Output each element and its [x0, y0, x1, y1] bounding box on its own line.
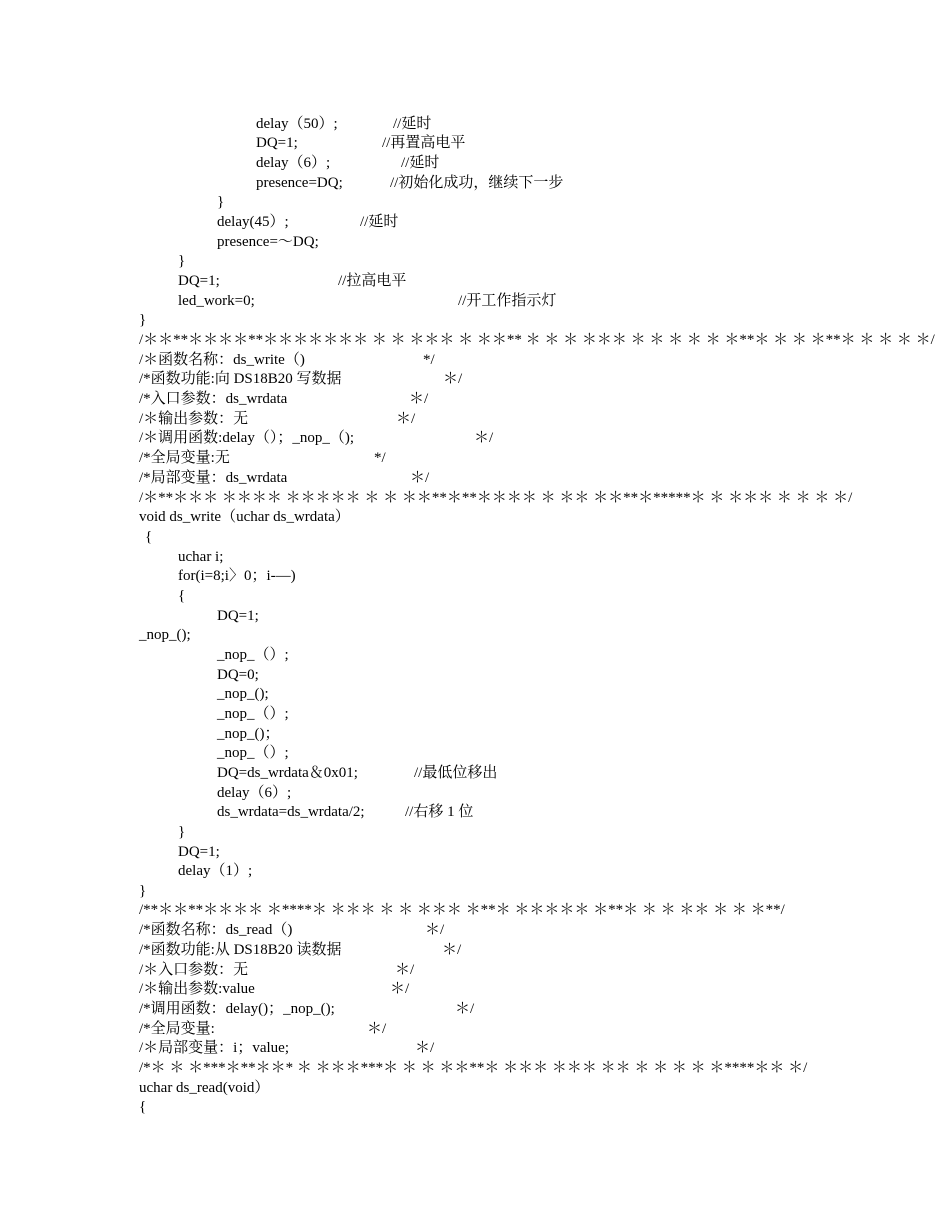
- code-text: }: [217, 194, 225, 210]
- code-line: [0, 429, 950, 447]
- code-text: DQ=ds_wrdata＆0x01;: [217, 765, 358, 781]
- code-text: DQ=1;: [178, 844, 220, 860]
- code-line: [0, 1020, 950, 1038]
- code-text: uchar ds_read(void）: [139, 1080, 270, 1096]
- code-comment: */: [374, 450, 386, 466]
- code-text: /＊入口参数：无: [139, 962, 249, 978]
- code-text: /*函数功能:从 DS18B20 读数据: [139, 942, 342, 958]
- code-line: [0, 587, 950, 605]
- code-line: [0, 843, 950, 861]
- code-text: /*调用函数：delay()；_nop_();: [139, 1001, 335, 1017]
- code-comment: ＊/: [442, 942, 462, 958]
- code-text: /＊＊**＊＊＊＊**＊＊＊＊＊＊＊ ＊ ＊ ＊＊＊ ＊ ＊＊** ＊ ＊ ＊ ＊＊＊ ＊ ＊ ＊ ＊ ＊ ＊**＊ ＊ ＊ ＊**＊ ＊ ＊ ＊ ＊/: [139, 332, 935, 348]
- code-line: [0, 311, 950, 329]
- code-text: /＊输出参数:value: [139, 981, 255, 997]
- code-text: DQ=1;: [217, 608, 259, 624]
- code-line: [0, 921, 950, 939]
- code-line: [0, 882, 950, 900]
- code-comment: ＊/: [396, 411, 416, 427]
- code-text: {: [145, 529, 153, 545]
- code-comment: ＊/: [443, 371, 463, 387]
- code-text: }: [139, 883, 147, 899]
- code-comment: ＊/: [367, 1021, 387, 1037]
- code-line: [0, 1059, 950, 1077]
- code-text: DQ=0;: [217, 667, 259, 683]
- code-line: [0, 961, 950, 979]
- code-line: [0, 370, 950, 388]
- code-text: /＊函数名称：ds_write（): [139, 352, 305, 368]
- code-text: for(i=8;i〉0；i-—): [178, 568, 296, 584]
- code-comment: //延时: [401, 155, 440, 171]
- code-line: [0, 823, 950, 841]
- code-line: [0, 233, 950, 251]
- code-line: [0, 1098, 950, 1116]
- code-line: [0, 980, 950, 998]
- code-line: [0, 351, 950, 369]
- code-comment: ＊/: [395, 962, 415, 978]
- code-line: [0, 862, 950, 880]
- code-line: [0, 272, 950, 290]
- code-text: /*入口参数：ds_wrdata: [139, 391, 288, 407]
- code-line: [0, 548, 950, 566]
- code-line: [0, 193, 950, 211]
- code-text: void ds_write（uchar ds_wrdata）: [139, 509, 350, 525]
- code-comment: //右移 1 位: [405, 804, 474, 820]
- code-line: [0, 646, 950, 664]
- code-text: /*函数名称：ds_read（): [139, 922, 293, 938]
- code-line: [0, 725, 950, 743]
- code-comment: ＊/: [425, 922, 445, 938]
- code-comment: ＊/: [409, 391, 429, 407]
- code-text: /＊调用函数:delay（）；_nop_（);: [139, 430, 354, 446]
- code-text: presence=DQ;: [256, 175, 343, 191]
- code-text: }: [178, 824, 186, 840]
- code-line: [0, 489, 950, 507]
- code-comment: //拉高电平: [338, 273, 407, 289]
- code-comment: ＊/: [474, 430, 494, 446]
- code-line: [0, 1000, 950, 1018]
- code-line: [0, 508, 950, 526]
- code-comment: //延时: [360, 214, 399, 230]
- code-text: delay（6）;: [217, 785, 292, 801]
- code-text: /**＊＊**＊＊＊＊ ＊****＊ ＊＊＊ ＊ ＊ ＊＊＊ ＊**＊ ＊＊＊＊＊ ＊**＊ ＊ ＊ ＊＊ ＊ ＊ ＊**/: [139, 902, 785, 918]
- code-comment: ＊/: [455, 1001, 475, 1017]
- code-text: presence=～DQ;: [217, 234, 319, 250]
- code-comment: //再置高电平: [382, 135, 466, 151]
- code-text: delay（6）;: [256, 155, 331, 171]
- code-text: _nop_()；: [217, 726, 280, 742]
- code-text: }: [178, 253, 186, 269]
- code-line: [0, 154, 950, 172]
- code-text: }: [139, 312, 147, 328]
- code-text: {: [178, 588, 186, 604]
- code-line: [0, 901, 950, 919]
- code-text: /＊**＊＊＊ ＊＊＊＊ ＊＊＊＊＊ ＊ ＊ ＊＊**＊**＊＊＊＊ ＊ ＊＊ ＊＊**＊*****＊ ＊ ＊＊＊ ＊ ＊ ＊ ＊/: [139, 490, 853, 506]
- code-line: [0, 705, 950, 723]
- code-comment: //开工作指示灯: [458, 293, 557, 309]
- code-text: ds_wrdata=ds_wrdata/2;: [217, 804, 365, 820]
- code-line: [0, 115, 950, 133]
- code-line: [0, 666, 950, 684]
- code-comment: ＊/: [390, 981, 410, 997]
- code-text: _nop_（）;: [217, 647, 289, 663]
- code-line: [0, 764, 950, 782]
- code-line: [0, 803, 950, 821]
- code-text: /*＊ ＊ ＊***＊**＊＊* ＊ ＊＊＊***＊ ＊ ＊ ＊＊**＊ ＊＊＊ ＊＊＊ ＊＊ ＊ ＊ ＊ ＊ ＊****＊＊ ＊/: [139, 1060, 808, 1076]
- code-line: [0, 567, 950, 585]
- code-line: [0, 784, 950, 802]
- code-text: {: [139, 1099, 147, 1115]
- code-line: [0, 390, 950, 408]
- code-text: DQ=1;: [256, 135, 298, 151]
- code-text: /*全局变量:: [139, 1021, 215, 1037]
- code-text: /*全局变量:无: [139, 450, 230, 466]
- code-text: _nop_();: [217, 686, 269, 702]
- code-line: [0, 292, 950, 310]
- code-line: [0, 528, 950, 546]
- code-line: [0, 252, 950, 270]
- code-line: [0, 1039, 950, 1057]
- code-line: [0, 685, 950, 703]
- code-comment: //初始化成功，继续下一步: [390, 175, 564, 191]
- code-text: _nop_();: [139, 627, 191, 643]
- code-text: uchar i;: [178, 549, 224, 565]
- code-text: delay（1）;: [178, 863, 253, 879]
- code-text: delay（50）;: [256, 116, 338, 132]
- code-text: delay(45）;: [217, 214, 289, 230]
- code-line: [0, 744, 950, 762]
- code-line: [0, 626, 950, 644]
- code-line: [0, 213, 950, 231]
- code-text: /＊输出参数：无: [139, 411, 249, 427]
- code-text: /*函数功能:向 DS18B20 写数据: [139, 371, 342, 387]
- code-line: [0, 174, 950, 192]
- code-line: [0, 331, 950, 349]
- code-text: _nop_（）;: [217, 706, 289, 722]
- code-comment: */: [423, 352, 435, 368]
- code-line: [0, 410, 950, 428]
- code-comment: //最低位移出: [414, 765, 498, 781]
- code-text: /＊局部变量：i；value;: [139, 1040, 289, 1056]
- code-text: DQ=1;: [178, 273, 220, 289]
- code-comment: ＊/: [415, 1040, 435, 1056]
- code-line: [0, 1079, 950, 1097]
- code-line: [0, 941, 950, 959]
- code-line: [0, 449, 950, 467]
- code-line: [0, 607, 950, 625]
- code-line: [0, 469, 950, 487]
- code-text: _nop_（）;: [217, 745, 289, 761]
- code-comment: ＊/: [410, 470, 430, 486]
- code-text: /*局部变量：ds_wrdata: [139, 470, 288, 486]
- code-comment: //延时: [393, 116, 432, 132]
- code-text: led_work=0;: [178, 293, 255, 309]
- code-line: [0, 134, 950, 152]
